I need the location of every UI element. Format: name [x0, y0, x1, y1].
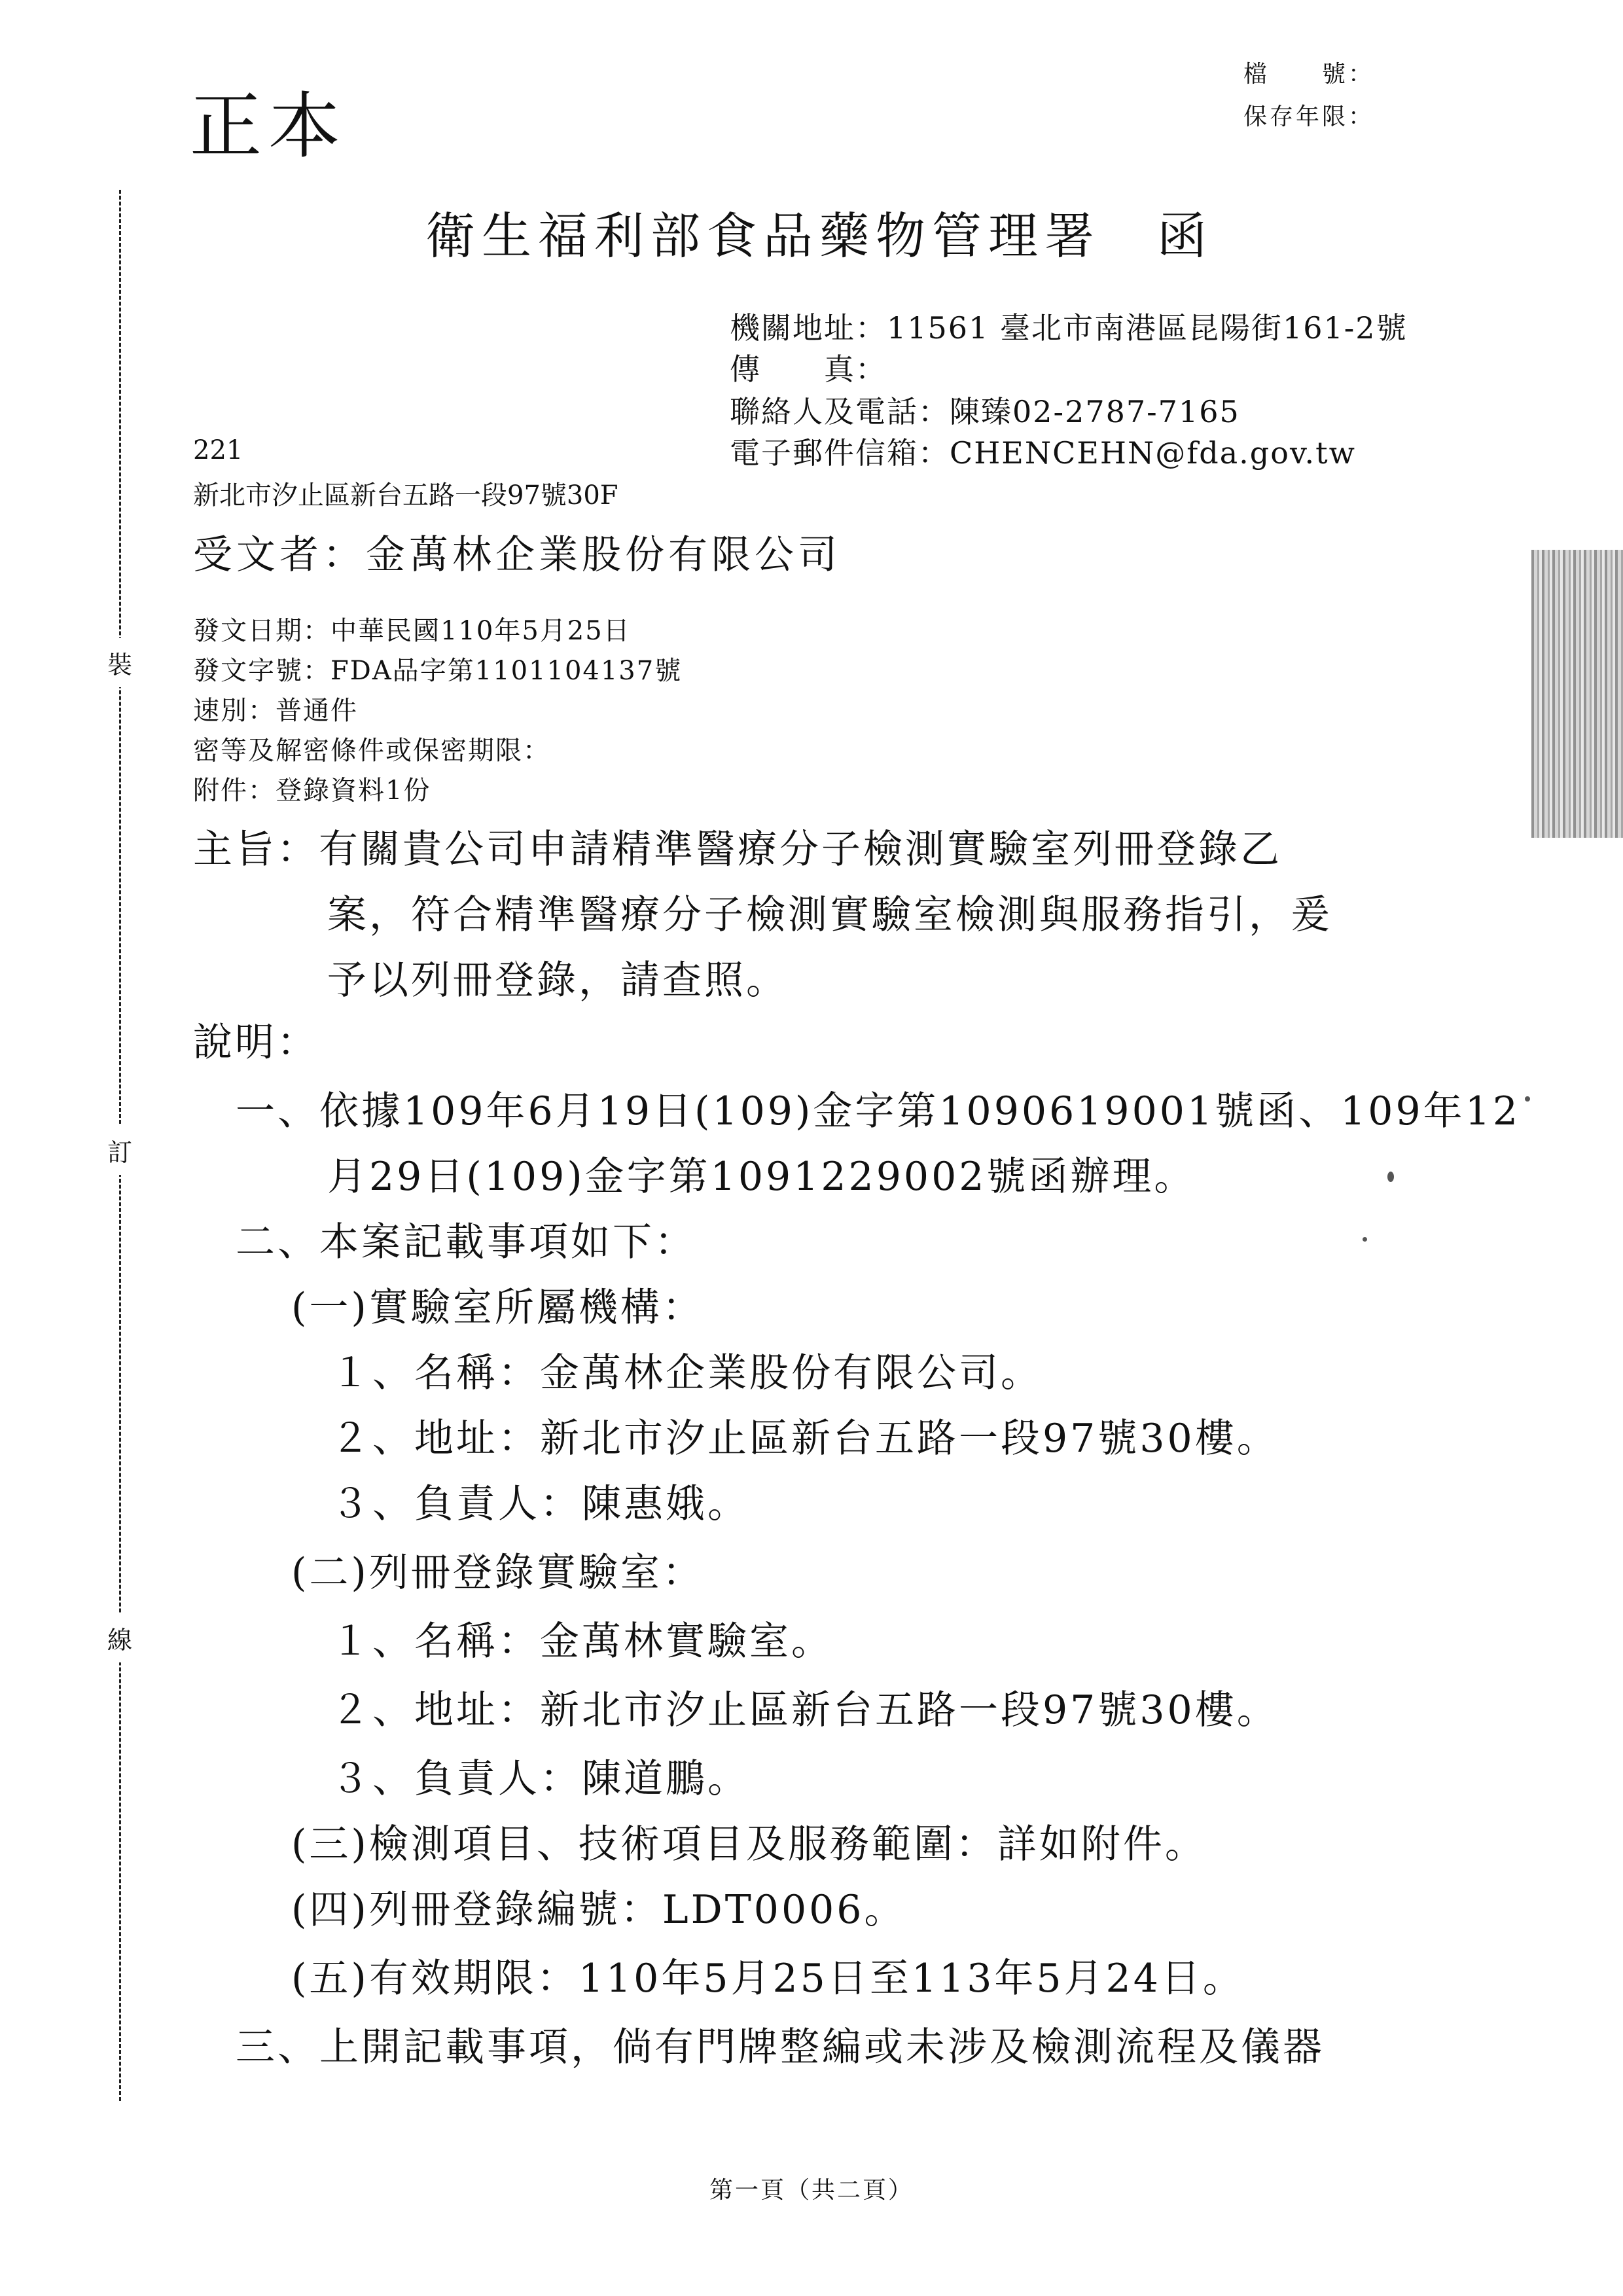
binding-mark-ding: 訂	[103, 1126, 136, 1175]
sub-item-1-address: ２、地址：新北市汐止區新台五路一段97號30樓。	[330, 1416, 1279, 1462]
binding-mark-xian: 線	[103, 1613, 136, 1662]
retention-period-label: 保存年限：	[1243, 103, 1375, 130]
explanation-item-2: 二、本案記載事項如下：	[236, 1219, 696, 1265]
recipient-postal-code: 221	[193, 435, 243, 465]
subject-line-1: 主旨：有關貴公司申請精準醫療分子檢測實驗室列冊登錄乙	[193, 827, 1282, 872]
sub-item-1: (一)實驗室所屬機構：	[291, 1285, 704, 1331]
scanned-stamp-mark	[1531, 550, 1623, 838]
sub-item-2-head: ３、負責人：陳道鵬。	[330, 1756, 749, 1802]
sub-item-3: (三)檢測項目、技術項目及服務範圍：詳如附件。	[291, 1821, 1207, 1867]
sub-item-2-address: ２、地址：新北市汐止區新台五路一段97號30樓。	[330, 1687, 1279, 1733]
explanation-item-1-line-2: 月29日(109)金字第1091229002號函辦理。	[327, 1154, 1196, 1200]
subject-line-3: 予以列冊登錄，請查照。	[327, 958, 788, 1003]
attachment-info: 附件：登錄資料1份	[193, 776, 431, 806]
agency-title: 衛生福利部食品藥物管理署 函	[425, 207, 1213, 265]
sub-item-4: (四)列冊登錄編號：LDT0006。	[291, 1887, 906, 1933]
sender-contact: 聯絡人及電話：陳臻02-2787-7165	[730, 394, 1240, 429]
sender-fax: 傳 真：	[730, 351, 887, 387]
sub-item-5: (五)有效期限：110年5月25日至113年5月24日。	[291, 1956, 1245, 2001]
original-copy-stamp: 正本	[190, 84, 347, 168]
page-footer: 第一頁（共二頁）	[709, 2177, 914, 2204]
scan-speck	[1525, 1096, 1530, 1102]
sub-item-2: (二)列冊登錄實驗室：	[291, 1550, 704, 1596]
explanation-label: 說明：	[193, 1020, 319, 1066]
issue-date: 發文日期：中華民國110年5月25日	[193, 616, 631, 646]
sub-item-1-head: ３、負責人：陳惠娥。	[330, 1481, 749, 1527]
binding-mark-zhuang: 裝	[103, 638, 136, 687]
explanation-item-1-line-1: 一、依據109年6月19日(109)金字第1090619001號函、109年12	[236, 1088, 1520, 1134]
sender-email: 電子郵件信箱：CHENCEHN@fda.gov.tw	[730, 435, 1356, 471]
document-number: 發文字號：FDA品字第1101104137號	[193, 656, 683, 686]
subject-line-2: 案，符合精準醫療分子檢測實驗室檢測與服務指引，爰	[327, 892, 1332, 938]
sub-item-2-name: １、名稱：金萬林實驗室。	[330, 1619, 833, 1664]
recipient-street-address: 新北市汐止區新台五路一段97號30F	[193, 480, 618, 511]
scan-speck	[1363, 1237, 1367, 1242]
sub-item-1-name: １、名稱：金萬林企業股份有限公司。	[330, 1350, 1043, 1396]
explanation-item-3: 三、上開記載事項，倘有門牌整編或未涉及檢測流程及儀器	[236, 2024, 1325, 2070]
scan-speck	[1387, 1172, 1394, 1182]
secrecy-level: 密等及解密條件或保密期限：	[193, 736, 550, 766]
recipient: 受文者：金萬林企業股份有限公司	[193, 532, 841, 578]
delivery-speed: 速別：普通件	[193, 696, 358, 726]
sender-address: 機關地址：11561 臺北市南港區昆陽街161-2號	[730, 310, 1408, 346]
file-number-label: 檔 號：	[1243, 61, 1375, 88]
